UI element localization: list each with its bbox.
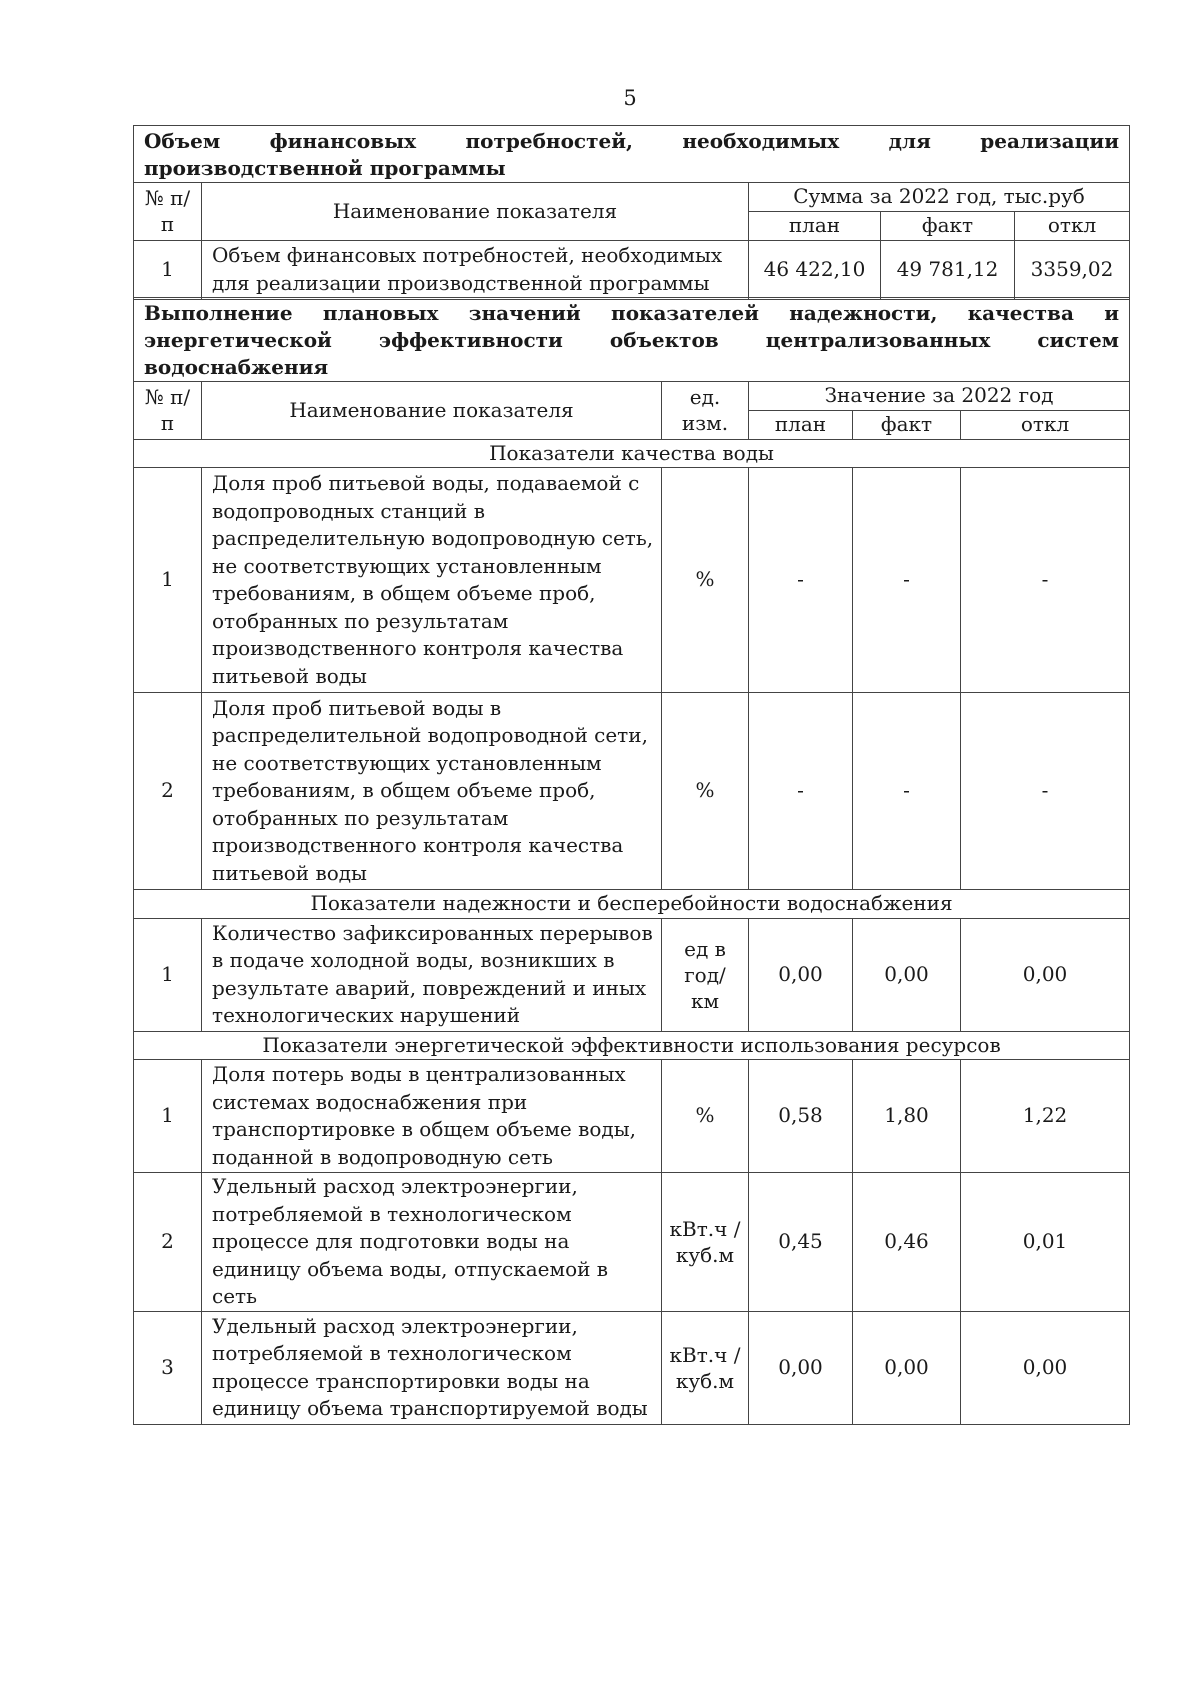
row-name: Удельный расход электроэнергии, потребляемой в технологическом процессе транспортировки воды на единицу объема транспортируемой воды xyxy=(202,1311,662,1424)
row-number: 1 xyxy=(134,240,202,299)
row-unit: % xyxy=(662,1060,749,1173)
row-deviation: 1,22 xyxy=(961,1060,1130,1173)
row-fact: 0,00 xyxy=(853,1311,961,1424)
row-name: Доля проб питьевой воды, подаваемой с водопроводных станций в распределительную водопроводную сеть, не соответствующих установленным требованиям, в общем объеме проб, отобранных по результатам производственного контроля качества питьевой воды xyxy=(202,468,662,693)
row-unit: ед в год/ км xyxy=(662,918,749,1031)
row-name: Доля потерь воды в централизованных системах водоснабжения при транспортировке в общем объеме воды, поданной в водопроводную сеть xyxy=(202,1060,662,1173)
row-deviation: - xyxy=(961,468,1130,693)
row-name: Количество зафиксированных перерывов в подаче холодной воды, возникших в результате аварий, повреждений и иных технологических нарушений xyxy=(202,918,662,1031)
row-number: 1 xyxy=(134,918,202,1031)
row-name: Удельный расход электроэнергии, потребляемой в технологическом процессе для подготовки воды на единицу объема воды, отпускаемой в сеть xyxy=(202,1173,662,1312)
row-fact: 0,00 xyxy=(853,918,961,1031)
row-number: 1 xyxy=(134,1060,202,1173)
row-plan: 0,45 xyxy=(749,1173,853,1312)
row-unit: % xyxy=(662,468,749,693)
row-deviation: 3359,02 xyxy=(1015,240,1130,299)
row-unit: кВт.ч / куб.м xyxy=(662,1173,749,1312)
row-deviation: - xyxy=(961,693,1130,890)
row-plan: 0,58 xyxy=(749,1060,853,1173)
row-plan: 46 422,10 xyxy=(749,240,881,299)
financial-needs-table xyxy=(133,125,1130,300)
table-row xyxy=(134,1173,1130,1312)
row-fact: - xyxy=(853,693,961,890)
col-header-fact: факт xyxy=(853,411,961,440)
row-name: Объем финансовых потребностей, необходимых для реализации производственной программы xyxy=(202,240,749,299)
table-row xyxy=(134,1311,1130,1424)
row-deviation: 0,01 xyxy=(961,1173,1130,1312)
row-deviation: 0,00 xyxy=(961,1311,1130,1424)
row-number: 2 xyxy=(134,1173,202,1312)
row-deviation: 0,00 xyxy=(961,918,1130,1031)
col-header-number: № п/п xyxy=(134,382,202,440)
col-header-name: Наименование показателя xyxy=(202,183,749,241)
row-number: 3 xyxy=(134,1311,202,1424)
row-unit: кВт.ч / куб.м xyxy=(662,1311,749,1424)
col-header-name: Наименование показателя xyxy=(202,382,662,440)
indicators-table xyxy=(133,297,1130,1425)
col-header-number: № п/п xyxy=(134,183,202,241)
table-row xyxy=(134,468,1130,693)
col-header-sum: Сумма за 2022 год, тыс.руб xyxy=(749,183,1130,212)
row-unit: % xyxy=(662,693,749,890)
financial-section-title: Объем финансовых потребностей, необходимых для реализации производственной программы xyxy=(134,126,1130,183)
col-header-value: Значение за 2022 год xyxy=(749,382,1130,411)
group-title-water-quality: Показатели качества воды xyxy=(134,439,1130,468)
row-name: Доля проб питьевой воды в распределительной водопроводной сети, не соответствующих установленным требованиям, в общем объеме проб, отобранных по результатам производственного контроля качества питьевой воды xyxy=(202,693,662,890)
group-title-reliability: Показатели надежности и бесперебойности водоснабжения xyxy=(134,890,1130,919)
row-plan: - xyxy=(749,468,853,693)
row-fact: 0,46 xyxy=(853,1173,961,1312)
row-fact: 1,80 xyxy=(853,1060,961,1173)
col-header-fact: факт xyxy=(881,212,1015,241)
indicators-section-title: Выполнение плановых значений показателей надежности, качества и энергетической эффективности объектов централизованных систем водоснабжения xyxy=(134,298,1130,382)
col-header-plan: план xyxy=(749,411,853,440)
row-fact: - xyxy=(853,468,961,693)
col-header-deviation: откл xyxy=(961,411,1130,440)
col-header-plan: план xyxy=(749,212,881,241)
table-row xyxy=(134,918,1130,1031)
row-number: 1 xyxy=(134,468,202,693)
group-title-energy-efficiency: Показатели энергетической эффективности использования ресурсов xyxy=(134,1031,1130,1060)
table-row xyxy=(134,240,1130,299)
row-fact: 49 781,12 xyxy=(881,240,1015,299)
table-row xyxy=(134,1060,1130,1173)
col-header-unit: ед. изм. xyxy=(662,382,749,440)
page-number: 5 xyxy=(623,86,637,110)
col-header-deviation: откл xyxy=(1015,212,1130,241)
table-row xyxy=(134,693,1130,890)
row-number: 2 xyxy=(134,693,202,890)
row-plan: 0,00 xyxy=(749,918,853,1031)
row-plan: - xyxy=(749,693,853,890)
row-plan: 0,00 xyxy=(749,1311,853,1424)
